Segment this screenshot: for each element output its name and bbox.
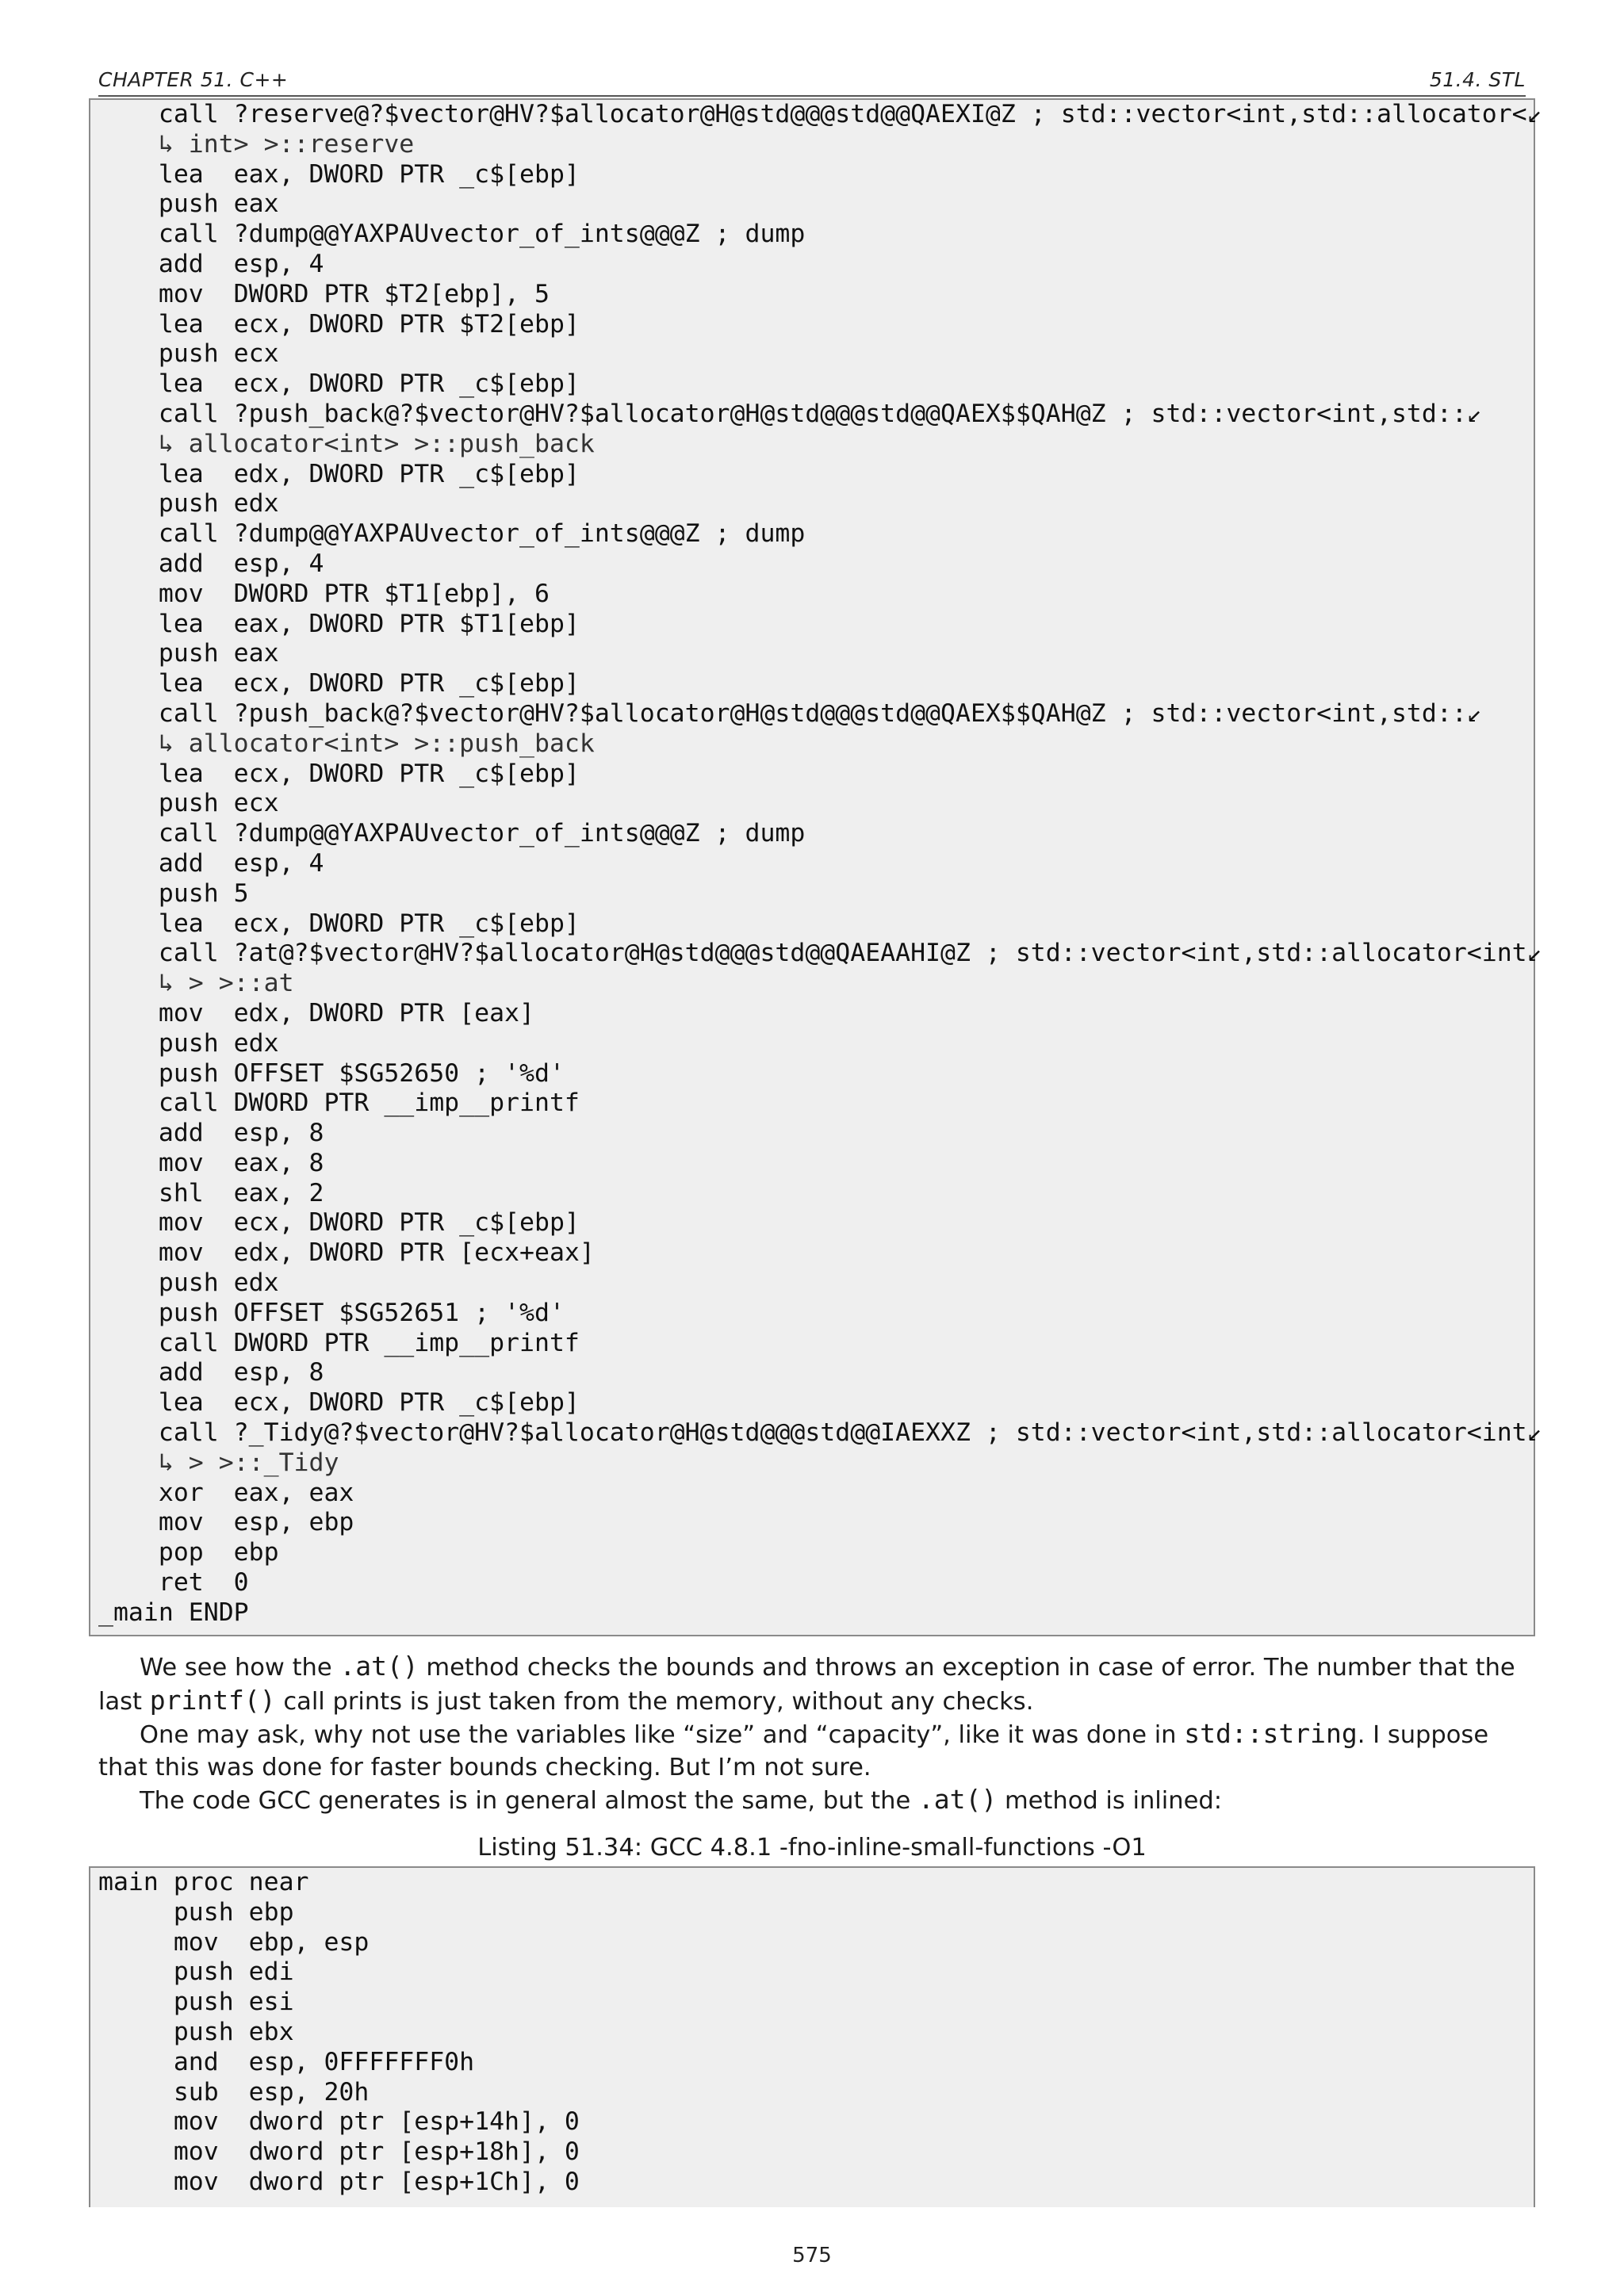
code-line: add esp, 4 bbox=[98, 549, 324, 578]
code-line: xor eax, eax bbox=[98, 1478, 354, 1507]
code-line: call DWORD PTR __imp__printf bbox=[98, 1328, 580, 1357]
page-number: 575 bbox=[792, 2244, 832, 2267]
text-run: . I suppose that this was done for faster bounds checking. But I’m not sure. bbox=[98, 1721, 1489, 1781]
listing-caption: Listing 51.34: GCC 4.8.1 -fno-inline-small-functions -O1 bbox=[477, 1834, 1147, 1862]
code-line: add esp, 8 bbox=[98, 1119, 324, 1148]
running-header bbox=[98, 68, 1526, 97]
paragraph-gcc-inlined bbox=[98, 1784, 1526, 1818]
code-line: push edx bbox=[98, 489, 279, 519]
code-line: _main ENDP bbox=[98, 1598, 249, 1627]
text-run: The code GCC generates is in general almost the same, but the bbox=[140, 1787, 918, 1815]
code-line: mov edx, DWORD PTR [eax] bbox=[98, 998, 534, 1027]
code-line: call ?push_back@?$vector@HV?$allocator@H@std@@@std@@QAEX$$QAH@Z ; std::vector<int,std::↙ bbox=[98, 399, 1482, 428]
text-run: method is inlined: bbox=[997, 1787, 1222, 1815]
code-line: add esp, 4 bbox=[98, 249, 324, 278]
text-run: method checks the bounds and throws an exception in case of error. The number that the last bbox=[98, 1654, 1515, 1716]
code-line: lea ecx, DWORD PTR _c$[ebp] bbox=[98, 909, 580, 938]
code-line: mov eax, 8 bbox=[98, 1148, 324, 1177]
code-line: ↳ allocator<int> >::push_back bbox=[98, 429, 595, 458]
inline-code: .at() bbox=[917, 1784, 998, 1815]
code-line: call ?_Tidy@?$vector@HV?$allocator@H@std@@@std@@IAEXXZ ; std::vector<int,std::allocator<int↙ bbox=[98, 1418, 1542, 1448]
code-line: push ecx bbox=[98, 789, 279, 818]
code-line: lea ecx, DWORD PTR _c$[ebp] bbox=[98, 759, 580, 788]
code-line: mov dword ptr [esp+18h], 0 bbox=[98, 2137, 580, 2167]
code-line: ↳ int> >::reserve bbox=[98, 129, 415, 159]
code-line: call ?dump@@YAXPAUvector_of_ints@@@Z ; dump bbox=[98, 519, 806, 549]
inline-code: .at() bbox=[339, 1651, 419, 1682]
paragraph-at-method bbox=[98, 1651, 1526, 1718]
inline-code: std::string bbox=[1184, 1718, 1358, 1749]
inline-code: printf() bbox=[149, 1684, 276, 1716]
code-line: lea edx, DWORD PTR _c$[ebp] bbox=[98, 459, 580, 488]
code-line: push esi bbox=[98, 1988, 294, 2017]
code-line: call ?push_back@?$vector@HV?$allocator@H@std@@@std@@QAEX$$QAH@Z ; std::vector<int,std::↙ bbox=[98, 698, 1482, 728]
code-line: mov edx, DWORD PTR [ecx+eax] bbox=[98, 1238, 595, 1268]
code-line: mov DWORD PTR $T1[ebp], 6 bbox=[98, 579, 550, 608]
code-line: shl eax, 2 bbox=[98, 1178, 324, 1207]
code-line: mov dword ptr [esp+1Ch], 0 bbox=[98, 2167, 580, 2196]
text-run: One may ask, why not use the variables like “size” and “capacity”, like it was done in bbox=[140, 1721, 1185, 1749]
code-line: ret 0 bbox=[98, 1568, 249, 1598]
code-line: push edx bbox=[98, 1028, 279, 1058]
code-line: push ecx bbox=[98, 339, 279, 369]
code-line: mov esp, ebp bbox=[98, 1508, 354, 1537]
code-line: sub esp, 20h bbox=[98, 2077, 370, 2107]
code-line: ↳ > >::_Tidy bbox=[98, 1448, 339, 1477]
body-text bbox=[98, 1651, 1526, 1818]
code-line: lea eax, DWORD PTR $T1[ebp] bbox=[98, 609, 580, 638]
chapter-title: CHAPTER 51. C++ bbox=[98, 68, 289, 91]
code-line: add esp, 4 bbox=[98, 848, 324, 878]
assembly-listing-msvc bbox=[89, 98, 1542, 1636]
code-line: ↳ allocator<int> >::push_back bbox=[98, 729, 595, 758]
code-line: push 5 bbox=[98, 878, 249, 908]
code-line: mov ecx, DWORD PTR _c$[ebp] bbox=[98, 1208, 580, 1238]
code-line: push eax bbox=[98, 639, 279, 668]
code-line: main proc near bbox=[98, 1868, 309, 1896]
code-line: call ?at@?$vector@HV?$allocator@H@std@@@std@@QAEAAHI@Z ; std::vector<int,std::allocator<int↙ bbox=[98, 939, 1542, 968]
code-line: add esp, 8 bbox=[98, 1358, 324, 1387]
code-line: push ebx bbox=[98, 2017, 294, 2046]
code-line: call ?dump@@YAXPAUvector_of_ints@@@Z ; dump bbox=[98, 819, 806, 848]
code-line: and esp, 0FFFFFFF0h bbox=[98, 2047, 475, 2076]
code-line: call ?reserve@?$vector@HV?$allocator@H@std@@@std@@QAEXI@Z ; std::vector<int,std::allocator<↙ bbox=[98, 100, 1542, 128]
code-line: lea ecx, DWORD PTR _c$[ebp] bbox=[98, 1388, 580, 1418]
code-line: push ebp bbox=[98, 1897, 294, 1927]
text-run: call prints is just taken from the memory, without any checks. bbox=[275, 1687, 1034, 1716]
code-line: push OFFSET $SG52651 ; '%d' bbox=[98, 1298, 565, 1327]
code-line: ↳ > >::at bbox=[98, 969, 294, 998]
code-line: pop ebp bbox=[98, 1538, 279, 1567]
code-line: mov dword ptr [esp+14h], 0 bbox=[98, 2107, 580, 2137]
code-line: lea eax, DWORD PTR _c$[ebp] bbox=[98, 159, 580, 189]
code-line: mov DWORD PTR $T2[ebp], 5 bbox=[98, 279, 550, 308]
text-run: We see how the bbox=[140, 1654, 340, 1682]
assembly-listing-gcc bbox=[89, 1866, 1535, 2207]
code-line: push OFFSET $SG52650 ; '%d' bbox=[98, 1058, 565, 1088]
code-line: lea ecx, DWORD PTR _c$[ebp] bbox=[98, 369, 580, 399]
code-line: push edx bbox=[98, 1269, 279, 1298]
paragraph-size-capacity bbox=[98, 1718, 1526, 1784]
code-line: call DWORD PTR __imp__printf bbox=[98, 1089, 580, 1118]
code-line: lea ecx, DWORD PTR _c$[ebp] bbox=[98, 669, 580, 698]
section-title: 51.4. STL bbox=[1429, 68, 1526, 91]
code-line: lea ecx, DWORD PTR $T2[ebp] bbox=[98, 309, 580, 339]
code-line: push edi bbox=[98, 1957, 294, 1987]
code-line: call ?dump@@YAXPAUvector_of_ints@@@Z ; dump bbox=[98, 220, 806, 249]
code-line: mov ebp, esp bbox=[98, 1927, 370, 1957]
code-line: push eax bbox=[98, 189, 279, 219]
